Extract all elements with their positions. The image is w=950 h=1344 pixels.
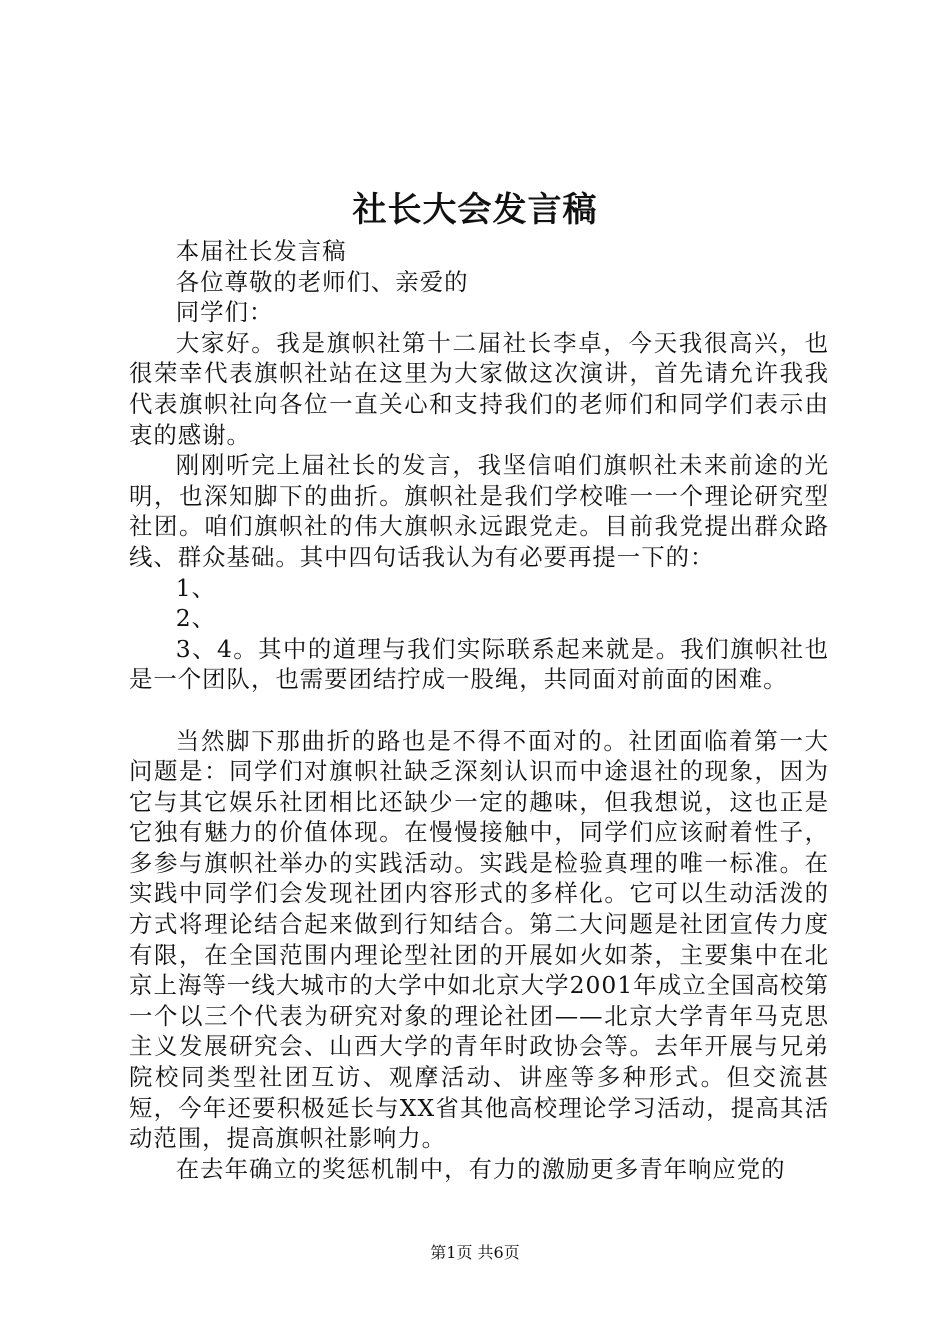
paragraph: 当然脚下那曲折的路也是不得不面对的。社团面临着第一大问题是：同学们对旗帜社缺乏深刻认识而中途退社的现象，因为它与其它娱乐社团相比还缺少一定的趣味，但我想说，这也正是它独有魅力的价值体现。在慢慢接触中，同学们应该耐着性子，多参与旗帜社举办的实践活动。实践是检验真理的唯一标准。在实践中同学们会发现社团内容形式的多样化。它可以生动活泼的方式将理论结合起来做到行知结合。第二大问题是社团宣传力度有限，在全国范围内理论型社团的开展如火如荼，主要集中在北京上海等一线大城市的大学中如北京大学2001年成立全国高校第一个以三个代表为研究对象的理论社团——北京大学青年马克思主义发展研究会、山西大学的青年时政协会等。去年开展与兄弟院校同类型社团互访、观摩活动、讲座等多种形式。但交流甚短，今年还要积极延长与XX省其他高校理论学习活动，提高其活动范围，提高旗帜社影响力。 <box>129 726 829 1153</box>
blank-line <box>129 695 829 726</box>
paragraph: 同学们： <box>175 298 274 327</box>
paragraph: 刚刚听完上届社长的发言，我坚信咱们旗帜社未来前途的光明，也深知脚下的曲折。旗帜社是我们学校唯一一个理论研究型社团。咱们旗帜社的伟大旗帜永远跟党走。目前我党提出群众路线、群众基础。其中四句话我认为有必要再提一下的： <box>129 451 829 571</box>
paragraph: 大家好。我是旗帜社第十二届社长李卓，今天我很高兴，也很荣幸代表旗帜社站在这里为大家做这次演讲，首先请允许我我代表旗帜社向各位一直关心和支持我们的老师们和同学们表示由衷的感谢。 <box>129 328 829 449</box>
paragraph: 本届社长发言稿 <box>175 237 347 265</box>
paragraph: 各位尊敬的老师们、亲爱的 <box>175 267 469 296</box>
paragraph: 2、 <box>175 604 217 633</box>
document-title: 社长大会发言稿 <box>352 190 598 230</box>
paragraph: 在去年确立的奖惩机制中，有力的激励更多青年响应党的 <box>175 1154 786 1183</box>
page-footer: 第1页 共6页 <box>430 1243 520 1262</box>
document-body <box>129 236 829 1184</box>
paragraph: 3、4。其中的道理与我们实际联系起来就是。我们旗帜社也是一个团队，也需要团结拧成一股绳，共同面对前面的困难。 <box>129 634 829 694</box>
paragraph: 1、 <box>175 573 217 602</box>
